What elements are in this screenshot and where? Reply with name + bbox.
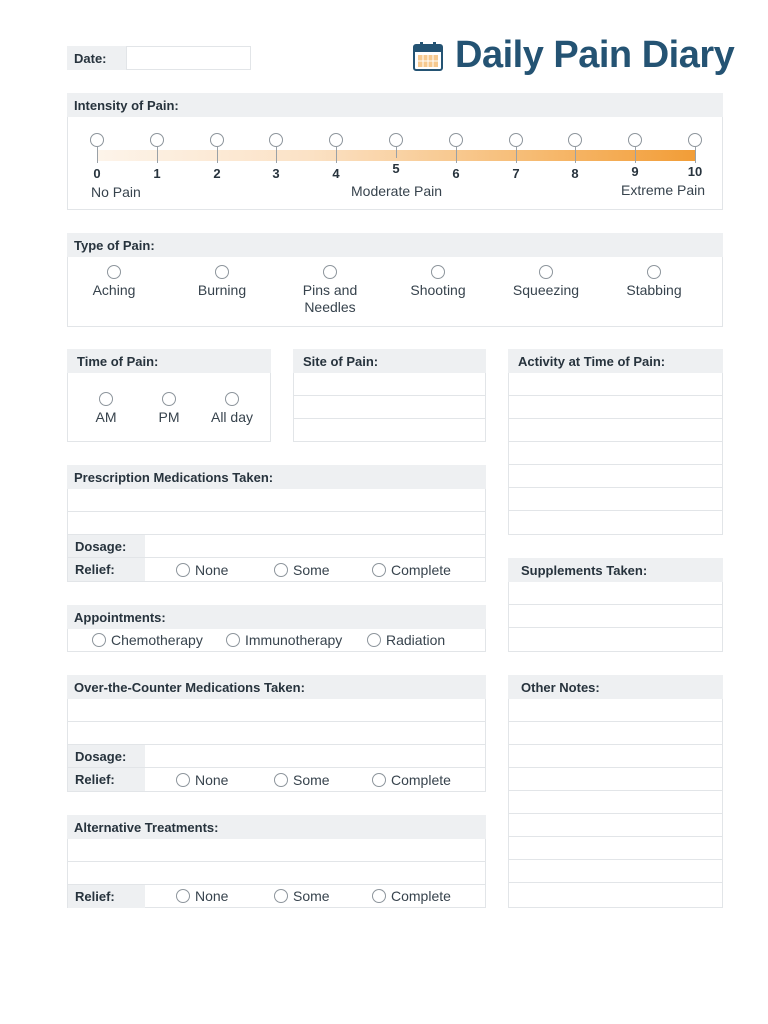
extreme-pain-label: Extreme Pain [621,182,706,198]
otc-relief-complete[interactable] [372,772,451,788]
otc-relief-some[interactable] [274,772,330,788]
pain-level-tick [217,147,218,163]
rx-relief-some[interactable] [274,562,330,578]
pain-level-radio[interactable] [628,133,642,147]
radio-complete[interactable] [372,563,386,577]
intensity-header: Intensity of Pain: [67,93,723,117]
pain-type-option[interactable] [501,265,591,299]
pain-type-label: Squeezing [512,282,580,298]
relief-option-label: Some [293,772,330,788]
prescription-dosage-row [68,535,485,558]
pain-level-tick [396,147,397,158]
alt-relief-complete[interactable] [372,888,451,904]
other-notes-header: Other Notes: [508,675,723,699]
pain-level-number: 8 [571,166,579,181]
radio-none[interactable] [176,773,190,787]
relief-option-label: None [195,772,229,788]
pain-level-number: 0 [93,166,101,181]
radio-some[interactable] [274,563,288,577]
time-option-pm[interactable] [152,392,186,426]
site-of-pain-header: Site of Pain: [293,349,486,373]
radio-pm[interactable] [162,392,176,406]
radio-some[interactable] [274,773,288,787]
site-of-pain-line[interactable] [294,373,485,396]
dosage-label: Dosage: [68,745,145,767]
radio-radiation[interactable] [367,633,381,647]
radio-chemotherapy[interactable] [92,633,106,647]
otc-dosage-row [68,745,485,768]
radio-none[interactable] [176,889,190,903]
date-field[interactable] [126,46,251,70]
otc-relief-none[interactable] [176,772,228,788]
pain-level-tick [336,147,337,163]
pain-level-radio[interactable] [90,133,104,147]
alternative-line[interactable] [68,839,485,862]
radio-immunotherapy[interactable] [226,633,240,647]
radio-some[interactable] [274,889,288,903]
activity-panel [508,373,723,535]
appointment-chemotherapy[interactable] [92,632,203,648]
activity-line[interactable] [509,373,722,396]
notes-line[interactable] [509,860,722,883]
time-option-all-day[interactable] [206,392,258,426]
pain-type-radio[interactable] [323,265,337,279]
time-option-label: All day [210,409,254,425]
appointment-option-label: Chemotherapy [111,632,203,648]
page-title: Daily Pain Diary [455,34,735,76]
relief-label: Relief: [68,768,145,791]
no-pain-label: No Pain [91,184,141,200]
pain-type-option[interactable] [609,265,699,299]
moderate-pain-label: Moderate Pain [351,183,443,199]
pain-level-radio[interactable] [389,133,403,147]
appointments-header: Appointments: [67,605,486,629]
relief-option-label: Some [293,562,330,578]
pain-level-tick [276,147,277,163]
pain-level-number: 3 [272,166,280,181]
activity-line[interactable] [509,465,722,488]
pain-level-tick [635,147,636,163]
relief-option-label: None [195,562,229,578]
notes-line[interactable] [509,745,722,768]
radio-am[interactable] [99,392,113,406]
pain-level-number: 9 [631,164,639,179]
prescription-line[interactable] [68,512,485,535]
activity-line[interactable] [509,419,722,442]
activity-line[interactable] [509,488,722,511]
notes-line[interactable] [509,768,722,791]
radio-none[interactable] [176,563,190,577]
pain-level-tick [516,147,517,163]
dosage-field[interactable] [145,745,485,767]
date-label: Date: [67,46,127,70]
pain-level-tick [456,147,457,163]
alternative-line[interactable] [68,862,485,885]
pain-level-number: 10 [687,164,703,179]
site-of-pain-line[interactable] [294,396,485,419]
rx-relief-complete[interactable] [372,562,451,578]
time-of-pain-header: Time of Pain: [67,349,271,373]
pain-type-label: Pins and Needles [302,282,358,315]
relief-option-label: Complete [391,888,451,904]
pain-type-option[interactable] [393,265,483,299]
calendar-icon [412,40,444,72]
pain-level-radio[interactable] [269,133,283,147]
supplements-header: Supplements Taken: [508,558,723,582]
time-option-label: AM [95,409,117,425]
supplements-line[interactable] [509,582,722,605]
pain-type-label: Burning [197,282,247,298]
pain-level-number: 4 [332,166,340,181]
pain-type-option[interactable] [285,265,375,316]
pain-type-label: Aching [92,282,136,298]
type-of-pain-header: Type of Pain: [67,233,723,257]
appointment-option-label: Immunotherapy [245,632,343,648]
relief-label: Relief: [68,558,145,581]
alternative-header: Alternative Treatments: [67,815,486,839]
supplements-panel [508,582,723,652]
relief-option-label: None [195,888,229,904]
alt-relief-some[interactable] [274,888,330,904]
pain-level-tick [157,147,158,163]
pain-level-radio[interactable] [210,133,224,147]
pain-type-radio[interactable] [107,265,121,279]
other-notes-panel [508,699,723,908]
pain-level-number: 7 [512,166,520,181]
pain-level-tick [575,147,576,163]
time-option-label: PM [158,409,180,425]
appointment-radiation[interactable] [367,632,445,648]
pain-type-label: Stabbing [626,282,682,298]
pain-level-number: 1 [153,166,161,181]
relief-option-label: Some [293,888,330,904]
notes-line[interactable] [509,699,722,722]
pain-type-radio[interactable] [431,265,445,279]
pain-type-option[interactable] [69,265,159,299]
otc-header: Over-the-Counter Medications Taken: [67,675,486,699]
otc-line[interactable] [68,699,485,722]
activity-header: Activity at Time of Pain: [508,349,723,373]
pain-level-tick [97,147,98,163]
radio-complete[interactable] [372,773,386,787]
notes-line[interactable] [509,791,722,814]
supplements-line[interactable] [509,605,722,628]
notes-line[interactable] [509,837,722,860]
pain-level-number: 5 [392,161,400,176]
activity-line[interactable] [509,396,722,419]
pain-level-radio[interactable] [150,133,164,147]
activity-line[interactable] [509,442,722,465]
otc-line[interactable] [68,722,485,745]
radio-complete[interactable] [372,889,386,903]
appointment-immunotherapy[interactable] [226,632,342,648]
pain-type-option[interactable] [177,265,267,299]
pain-level-radio[interactable] [449,133,463,147]
notes-line[interactable] [509,814,722,837]
pain-type-radio[interactable] [215,265,229,279]
pain-level-radio[interactable] [688,133,702,147]
pain-level-radio[interactable] [568,133,582,147]
notes-line[interactable] [509,722,722,745]
time-option-am[interactable] [89,392,123,426]
relief-option-label: Complete [391,772,451,788]
alt-relief-none[interactable] [176,888,228,904]
appointment-option-label: Radiation [386,632,446,648]
pain-type-label: Shooting [410,282,466,298]
pain-level-number: 2 [213,166,221,181]
site-of-pain-panel [293,373,486,442]
rx-relief-none[interactable] [176,562,228,578]
pain-level-tick [695,147,696,163]
prescription-line[interactable] [68,489,485,512]
relief-option-label: Complete [391,562,451,578]
prescription-header: Prescription Medications Taken: [67,465,486,489]
pain-type-radio[interactable] [539,265,553,279]
dosage-label: Dosage: [68,535,145,557]
relief-label: Relief: [68,885,145,908]
pain-level-radio[interactable] [329,133,343,147]
radio-all-day[interactable] [225,392,239,406]
pain-level-radio[interactable] [509,133,523,147]
dosage-field[interactable] [145,535,485,557]
pain-type-radio[interactable] [647,265,661,279]
pain-level-number: 6 [452,166,460,181]
